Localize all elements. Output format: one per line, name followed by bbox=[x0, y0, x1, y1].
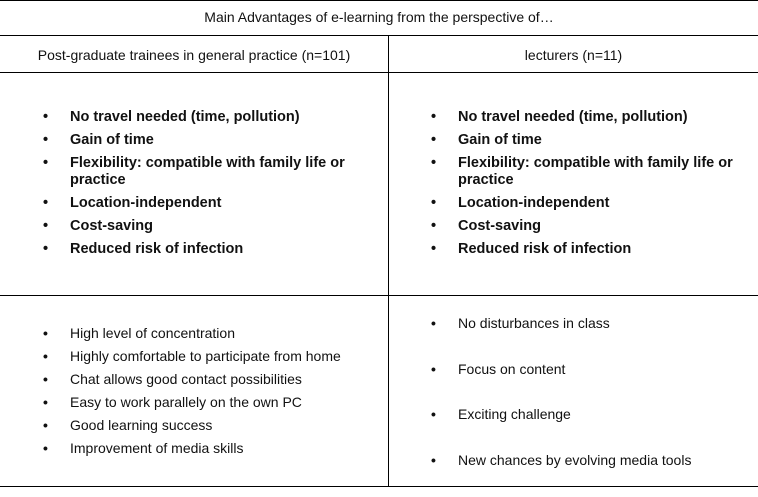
list-item: • Cost-saving bbox=[43, 218, 363, 235]
list-item: • Reduced risk of infection bbox=[431, 241, 753, 258]
lecturers-common-advantages-list bbox=[431, 109, 753, 264]
column-header-lecturers: lecturers (n=11) bbox=[524, 47, 623, 63]
list-item: • Highly comfortable to participate from home bbox=[43, 348, 383, 365]
list-item: • No travel needed (time, pollution) bbox=[43, 109, 363, 126]
list-item: • Chat allows good contact possibilities bbox=[43, 371, 383, 388]
table-title: Main Advantages of e-learning from the perspective of… bbox=[204, 9, 554, 25]
row-divider bbox=[0, 295, 758, 296]
list-item: • Improvement of media skills bbox=[43, 440, 383, 457]
list-item: • Cost-saving bbox=[431, 218, 753, 235]
list-item: • Good learning success bbox=[43, 417, 383, 434]
table-top-border bbox=[0, 0, 758, 1]
list-item: • Flexibility: compatible with family life or practice bbox=[43, 155, 363, 189]
trainees-specific-advantages-list bbox=[43, 325, 383, 463]
list-item: • No disturbances in class bbox=[431, 315, 753, 332]
list-item: • Location-independent bbox=[43, 195, 363, 212]
title-divider bbox=[0, 35, 758, 36]
header-divider bbox=[0, 72, 758, 73]
list-item: • New chances by evolving media tools bbox=[431, 452, 753, 469]
list-item: • High level of concentration bbox=[43, 325, 383, 342]
lecturers-specific-advantages-list bbox=[431, 315, 753, 497]
list-item: • Gain of time bbox=[43, 132, 363, 149]
column-divider bbox=[388, 36, 389, 487]
list-item: • Focus on content bbox=[431, 361, 753, 378]
list-item: • Reduced risk of infection bbox=[43, 241, 363, 258]
list-item: • No travel needed (time, pollution) bbox=[431, 109, 753, 126]
list-item: • Easy to work parallely on the own PC bbox=[43, 394, 383, 411]
list-item: • Exciting challenge bbox=[431, 406, 753, 423]
list-item: • Location-independent bbox=[431, 195, 753, 212]
trainees-common-advantages-list bbox=[43, 109, 363, 264]
column-header-trainees: Post-graduate trainees in general practice (n=101) bbox=[37, 47, 351, 63]
list-item: • Flexibility: compatible with family life or practice bbox=[431, 155, 753, 189]
list-item: • Gain of time bbox=[431, 132, 753, 149]
